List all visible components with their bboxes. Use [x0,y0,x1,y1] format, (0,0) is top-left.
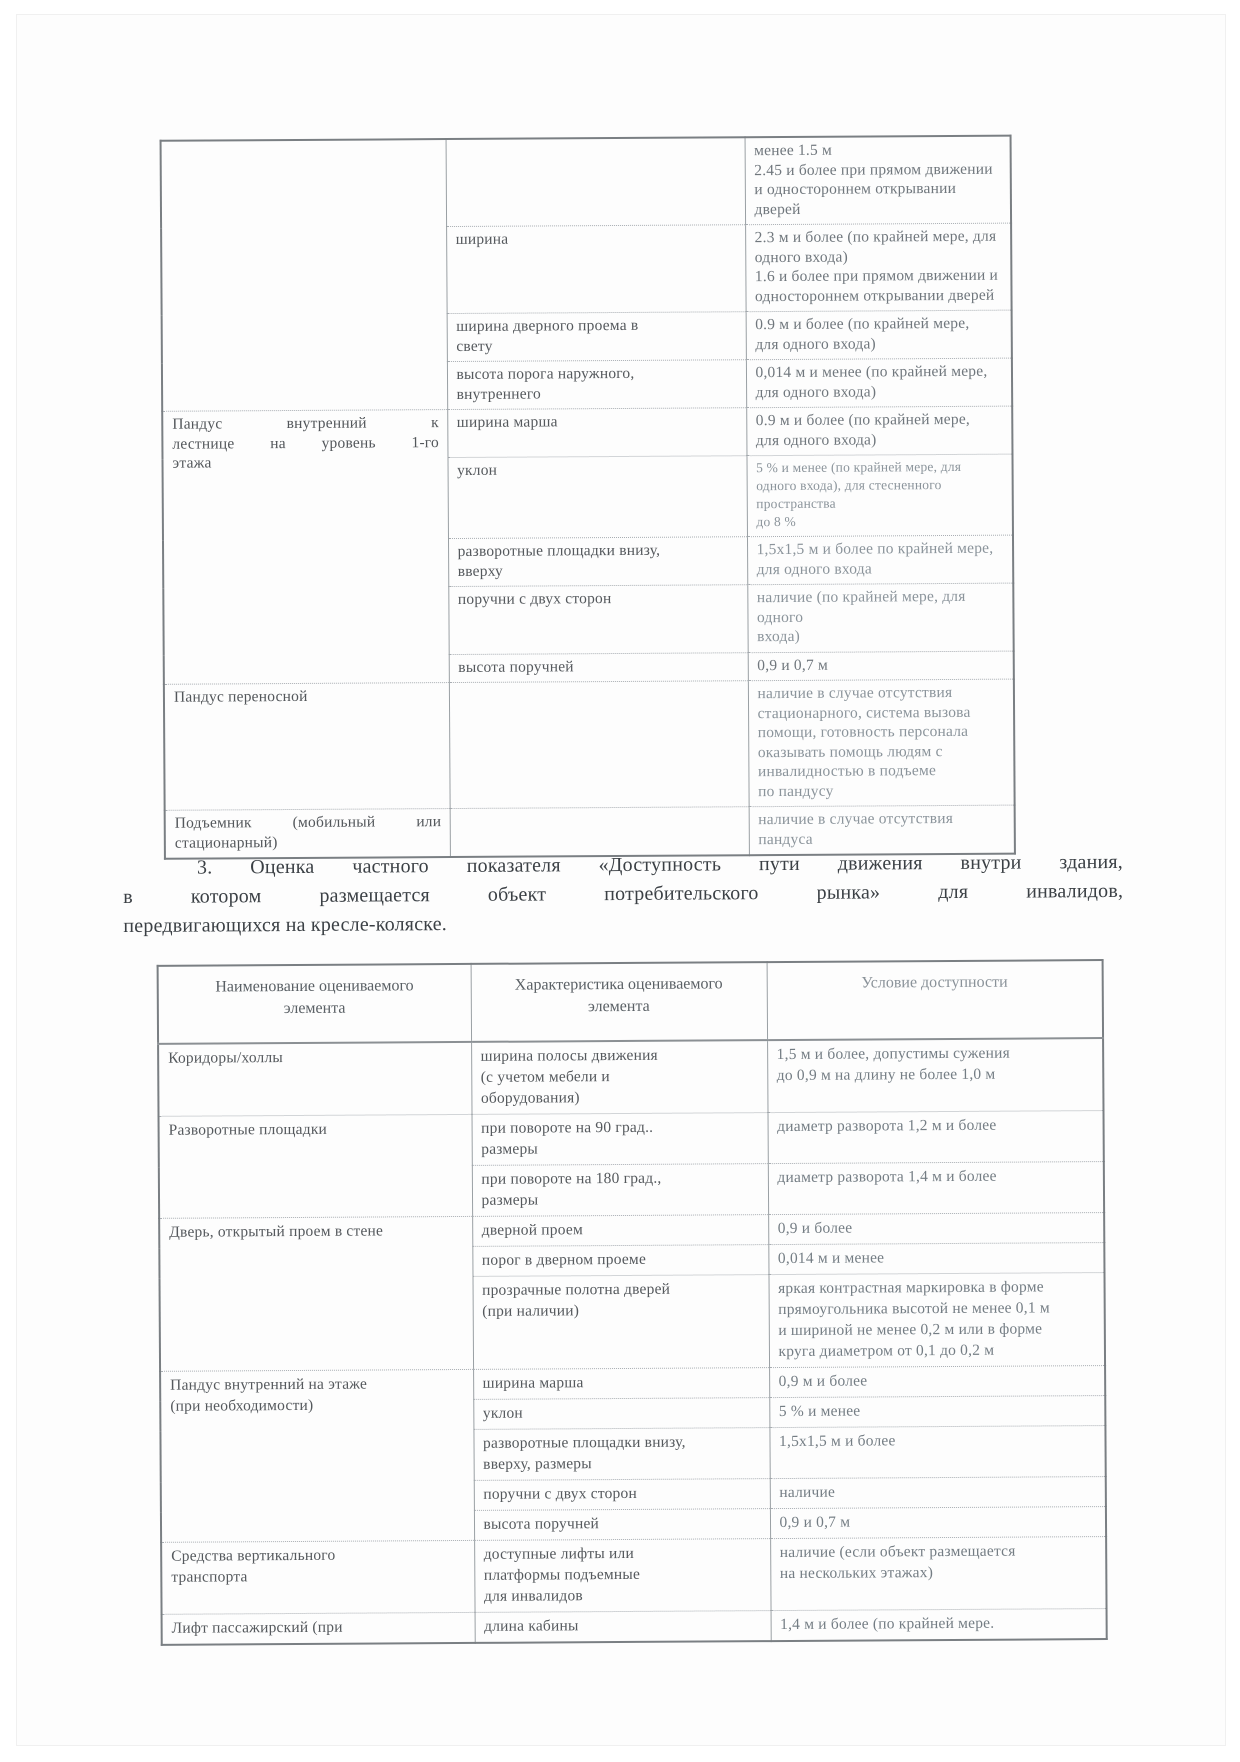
condition-cell: 1,4 м и более (по крайней мере. [771,1609,1107,1642]
characteristic-cell: порог в дверном проеме [472,1245,768,1277]
header-element: Наименование оцениваемого элемента [158,964,471,1044]
characteristic-cell: разворотные площадки внизу, вверху [448,537,747,587]
table-row [161,136,1012,229]
characteristic-cell: дверной проем [472,1215,768,1247]
condition-cell: 0,9 м и более [769,1366,1105,1398]
characteristic-cell: высота порога наружного, внутреннего [447,360,746,410]
characteristic-cell: высота поручней [449,652,748,682]
table-row [161,1537,1106,1615]
characteristic-cell: разворотные площадки внизу, вверху, размеры [473,1428,769,1481]
condition-cell: менее 1.5 м 2.45 и более при прямом движении и одностороннем открывании дверей [745,136,1012,225]
element-cell: Разворотные площадки [159,1114,473,1218]
element-cell: Лифт пассажирский (при [162,1612,475,1644]
table-row [162,1609,1107,1645]
characteristic-cell: ширина полосы движения (с учетом мебели и оборудования) [471,1040,767,1114]
heading-line: 3. Оценка частного показателя «Доступность пути движения внутри здания, [196,850,1124,879]
element-cell: Дверь, открытый проем в стене [159,1216,473,1371]
condition-cell: 1,5х1,5 м и более [769,1426,1105,1479]
condition-cell: 1,5х1,5 м и более по крайней мере, для одного входа [747,535,1013,585]
condition-cell: 0.9 м и более (по крайней мере, для одного входа) [746,310,1012,360]
condition-cell: наличие (если объект размещается на нескольких этажах) [770,1537,1106,1611]
characteristic-cell: ширина [446,225,746,314]
header-characteristic: Характеристика оцениваемого элемента [471,962,767,1042]
table-header-row [158,960,1103,1044]
condition-cell: 0,9 и 0,7 м [748,651,1014,681]
element-cell: Пандус внутренний на этаже (при необходимости) [160,1369,474,1542]
condition-cell: наличие в случае отсутствия пандуса [749,805,1015,855]
element-cell: Пандус внутренний к лестнице на уровень 1-го этажа [162,410,449,685]
condition-cell: 1,5 м и более, допустимы сужения до 0,9 м на длину не более 1,0 м [767,1038,1103,1113]
element-cell [161,139,448,411]
characteristic-cell [449,681,749,809]
condition-cell: наличие в случае отсутствия стационарного, система вызова помощи, готовность персонала оказывать помощь людям с инвалидностью в подъеме по пандусу [748,679,1015,807]
condition-cell: наличие [770,1477,1106,1509]
condition-cell: 5 % и менее (по крайней мере, для одного входа), для стесненного пространства до 8 % [746,454,1012,537]
characteristic-cell: поручни с двух сторон [448,585,747,654]
indoor-path-accessibility-table [157,959,1108,1646]
characteristic-cell: при повороте на 90 град.. размеры [472,1113,768,1166]
table-row [158,1038,1103,1116]
characteristic-cell [446,137,746,226]
characteristic-cell: ширина марша [447,408,746,458]
entrance-accessibility-table [160,135,1016,860]
heading-line: передвигающихся на кресле-коляске. [123,913,448,938]
element-cell: Пандус переносной [164,683,450,811]
characteristic-cell: уклон [447,456,746,539]
table-row [164,679,1015,810]
table-row [162,406,1012,459]
characteristic-cell: ширина марша [473,1368,769,1400]
element-cell: Подъемник (мобильный или стационарный) [165,809,450,859]
characteristic-cell: высота поручней [474,1509,770,1541]
heading-line: в котором размещается объект потребительского рынка» для инвалидов, [123,879,1124,909]
condition-cell: 0.9 м и более (по крайней мере, для одного входа) [746,406,1012,456]
characteristic-cell: поручни с двух сторон [474,1479,770,1511]
condition-cell: 0,014 м и менее (по крайней мере, для одного входа) [746,358,1012,408]
characteristic-cell: прозрачные полотна дверей (при наличии) [472,1275,769,1370]
characteristic-cell: доступные лифты или платформы подъемные для инвалидов [474,1539,770,1613]
condition-cell: диаметр разворота 1,4 м и более [768,1162,1104,1215]
element-cell: Коридоры/холлы [158,1042,471,1116]
element-cell: Средства вертикального транспорта [161,1540,474,1614]
condition-cell: 2.3 м и более (по крайней мере, для одного входа) 1.6 и более при прямом движении и одностороннем открывании дверей [745,223,1012,312]
condition-cell: яркая контрастная маркировка в форме прямоугольника высотой не менее 0,1 м и шириной не менее 0,2 м или в форме круга диаметром от 0,1 до 0,2 м [768,1273,1105,1368]
table-row [159,1111,1104,1168]
condition-cell: 0,014 м и менее [768,1243,1104,1275]
characteristic-cell: при повороте на 180 град., размеры [472,1164,768,1217]
characteristic-cell: ширина дверного проема в свету [447,312,746,362]
condition-cell: наличие (по крайней мере, для одного входа) [747,583,1013,652]
condition-cell: 0,9 и более [768,1213,1104,1245]
characteristic-cell: длина кабины [475,1611,771,1643]
condition-cell: 5 % и менее [769,1396,1105,1428]
condition-cell: диаметр разворота 1,2 м и более [768,1111,1104,1164]
header-condition: Условие доступности [767,960,1103,1040]
characteristic-cell: уклон [473,1398,769,1430]
section-heading [123,848,1124,941]
condition-cell: 0,9 и 0,7 м [770,1507,1106,1539]
